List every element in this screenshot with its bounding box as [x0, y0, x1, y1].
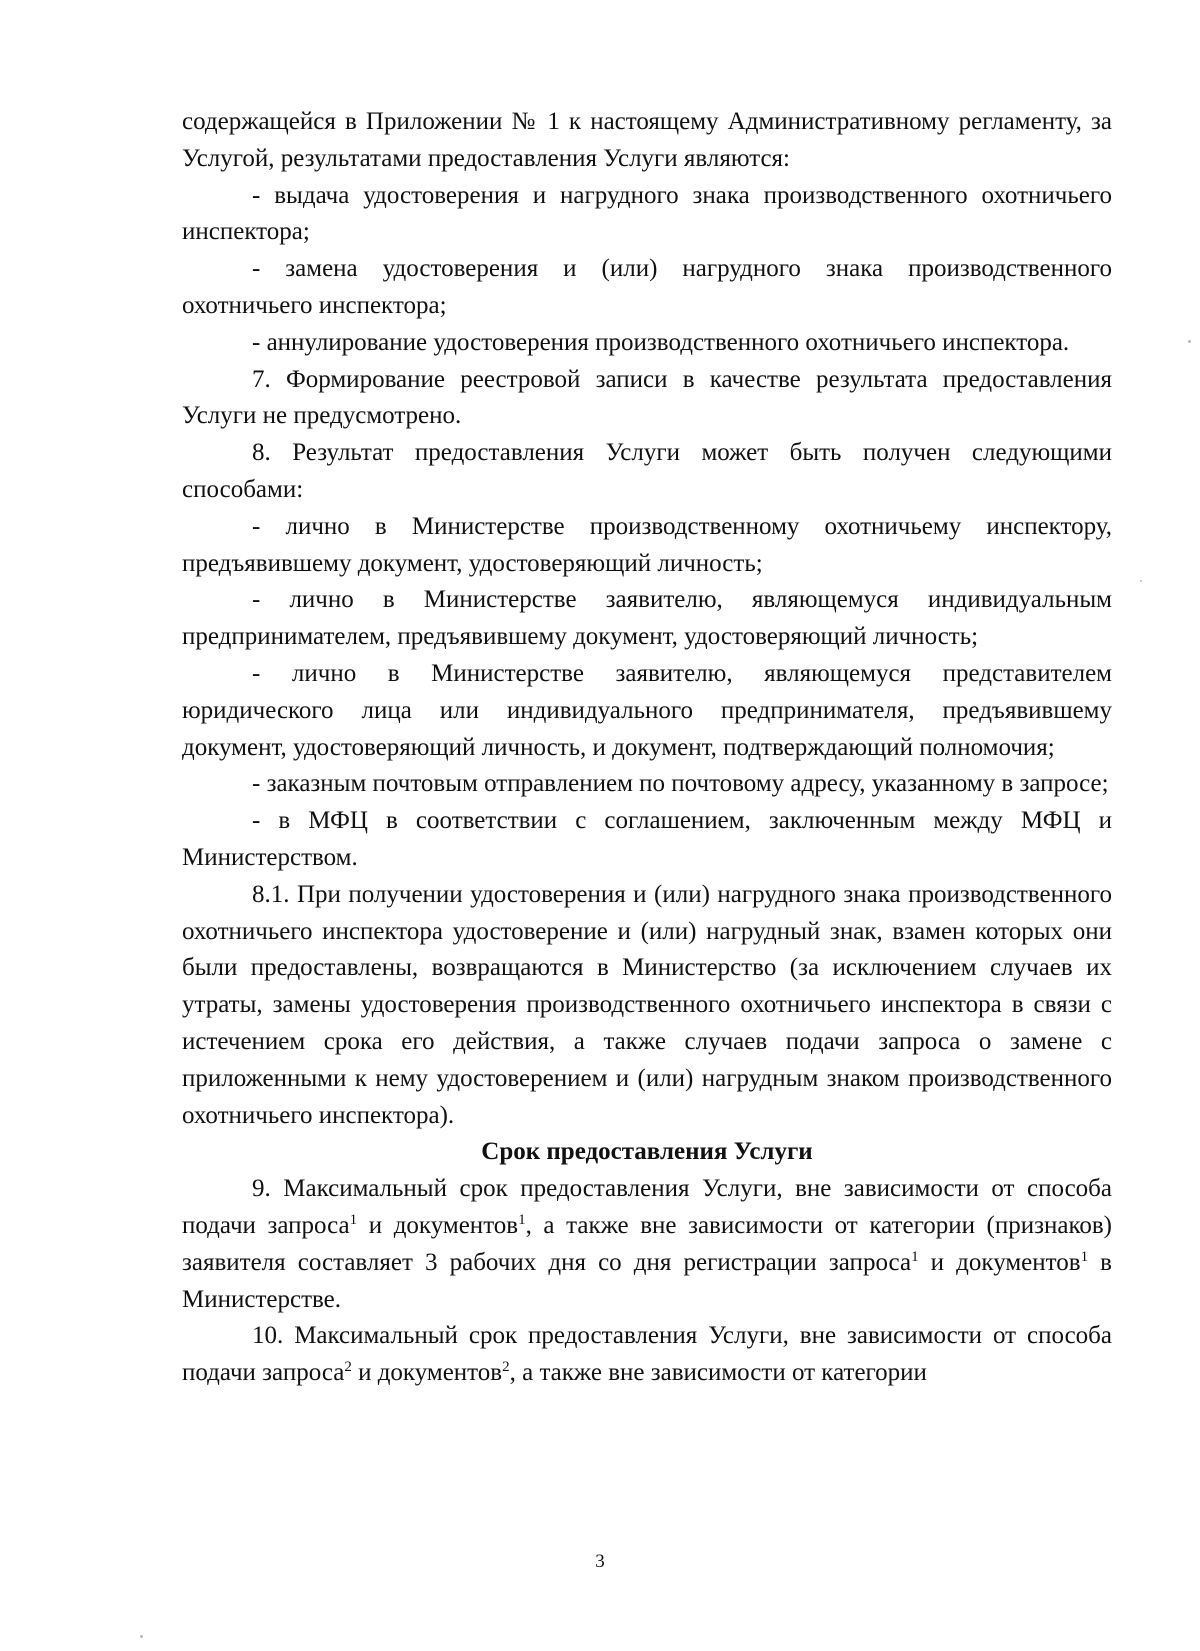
list-item-registered-mail: - заказным почтовым отправлением по почтовому адресу, указанному в запросе; [252, 770, 1109, 798]
section-heading: Срок предоставления Услуги [481, 1138, 813, 1166]
paragraph-7: 7. Формирование реестровой записи в качестве результата предоставления Услуги не предусмотрено. [182, 365, 1112, 430]
footnote-ref: 2 [344, 1359, 352, 1376]
scan-speck [140, 1635, 143, 1638]
list-item-personally-inspector: - лично в Министерстве производственному охотничьему инспектору, предъявившему документ, удостоверяющий личность; [182, 512, 1112, 577]
list-item-personally-representative: - лично в Министерстве заявителю, являющемуся представителем юридического лица или индивидуального предпринимателя, предъявившему документ, удостоверяющий личность, и документ, подтверждающий полномочия; [182, 659, 1112, 761]
scan-speck [1188, 340, 1191, 343]
scan-speck [1140, 580, 1142, 582]
footnote-ref: 1 [1080, 1248, 1089, 1265]
paragraph-10 [182, 1318, 1112, 1392]
paragraph-10-text-2: и документов [351, 1359, 503, 1387]
paragraph-10-text-1: 10. Максимальный срок предоставления Услуги, вне зависимости от способа подачи запроса [182, 1322, 1112, 1387]
list-item-personally-entrepreneur: - лично в Министерстве заявителю, являющемуся индивидуальным предпринимателем, предъявившему документ, удостоверяющий личность; [182, 586, 1112, 651]
list-item-mfc: - в МФЦ в соответствии с соглашением, заключенным между МФЦ и Министерством. [182, 807, 1112, 871]
paragraph-8: 8. Результат предоставления Услуги может быть получен следующими способами: [182, 439, 1112, 503]
paragraph-9-text-3: , а также вне зависимости от категории (признаков) заявителя составляет 3 рабочих дня со дня регистрации запроса [182, 1211, 1112, 1276]
list-item-issue: - выдача удостоверения и нагрудного знака производственного охотничьего инспектора; [182, 181, 1112, 246]
paragraph-9-text-2: и документов [357, 1211, 519, 1239]
paragraph-8-1: 8.1. При получении удостоверения и (или) нагрудного знака производственного охотничьего инспектора удостоверение и (или) нагрудный знак, взамен которых они были предоставлены, возвращаются в Министерство (за исключением случаев их утраты, замены удостоверения производственного охотничьего инспектора в связи с истечением срока его действия, а также случаев подачи запроса о замене с приложенными к нему удостоверением и (или) нагрудным знаком производственного охотничьего инспектора). [182, 880, 1112, 1129]
footnote-ref: 2 [502, 1359, 510, 1376]
paragraph-intro-continuation: содержащейся в Приложении № 1 к настоящему Административному регламенту, за Услугой, результатами предоставления Услуги являются: [182, 108, 1112, 172]
list-item-annul: - аннулирование удостоверения производственного охотничьего инспектора. [252, 328, 1070, 356]
paragraph-10-text-3: , а также вне зависимости от категории [509, 1359, 927, 1387]
paragraph-9-text-4: и документов [918, 1248, 1081, 1276]
footnote-ref: 1 [349, 1211, 358, 1228]
paragraph-9-text-1: 9. Максимальный срок предоставления Услуги, вне зависимости от способа подачи запроса [182, 1175, 1112, 1239]
paragraph-9 [182, 1171, 1112, 1318]
footnote-ref: 1 [911, 1248, 919, 1265]
footnote-ref: 1 [518, 1211, 526, 1228]
page-number: 3 [595, 1551, 605, 1572]
document-body [182, 104, 1112, 1392]
list-item-replace: - замена удостоверения и (или) нагрудного знака производственного охотничьего инспектора; [182, 255, 1112, 319]
paragraph-9-text-5: в Министерстве. [182, 1248, 1112, 1313]
